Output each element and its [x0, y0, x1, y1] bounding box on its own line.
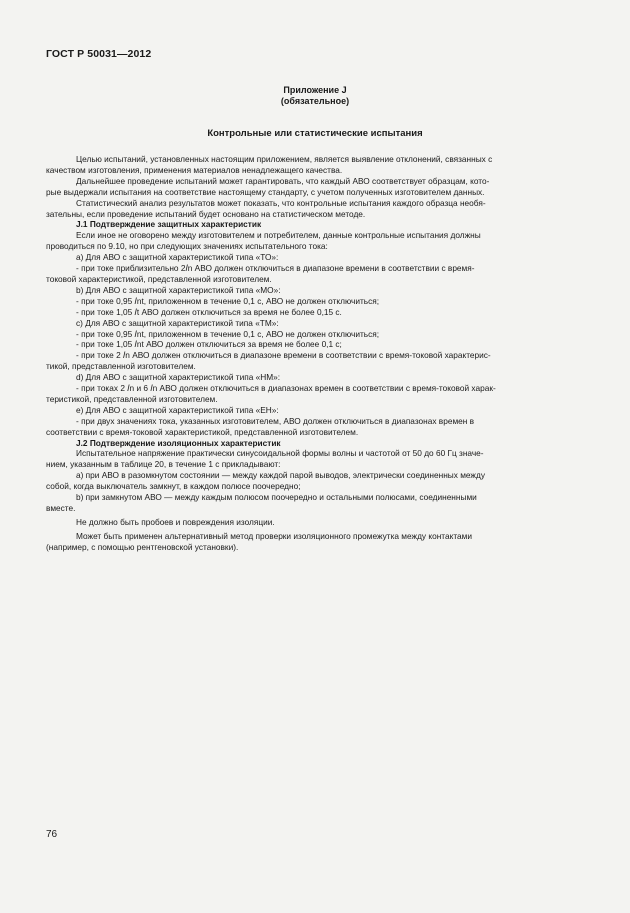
text-line: Может быть применен альтернативный метод проверки изоляционного промежутка между контактами: [76, 530, 472, 541]
subsection-heading: J.2 Подтверждение изоляционных характеристик: [76, 437, 281, 448]
text-line: a) Для АВО с защитной характеристикой типа «ТО»:: [76, 252, 279, 263]
text-line: Статистический анализ результатов может показать, что контрольные испытания каждого образца необя-: [76, 197, 486, 208]
text-line: вместе.: [46, 503, 76, 513]
text-line: проводиться по 9.10, но при следующих значениях испытательного тока:: [46, 241, 328, 252]
text-line: нием, указанным в таблице 20, в течение 1 с прикладывают:: [46, 459, 281, 470]
text-line: Испытательное напряжение практически синусоидальной формы волны и частотой от 50 до 60 Гц значе-: [76, 448, 484, 459]
text-line: b) Для АВО с защитной характеристикой типа «МО»:: [76, 284, 281, 295]
text-line: e) Для АВО с защитной характеристикой типа «ЕН»:: [76, 404, 279, 415]
text-line: зательны, если проведение испытаний будет основано на статистическом методе.: [46, 208, 366, 219]
text-line: Если иное не оговорено между изготовителем и потребителем, данные контрольные испытания должны: [76, 230, 481, 241]
text-line: a) при АВО в разомкнутом состоянии — между каждой парой выводов, электрически соединенных между: [76, 470, 485, 481]
text-line: (например, с помощью рентгеновской установки).: [46, 541, 239, 552]
text-line: тикой, представленной изготовителем.: [46, 361, 196, 372]
text-line: рые выдержали испытания на соответствие настоящему стандарту, с учетом полученных изготовителем данных.: [46, 186, 485, 197]
text-line: - при токе 0,95 𝐼nt, приложенном в течение 0,1 с, АВО не должен отключиться;: [76, 295, 380, 306]
text-line: - при токе 2 𝐼n АВО должен отключиться в диапазоне времени в соответствии с время-токовой характерис-: [76, 350, 491, 361]
standard-header: ГОСТ Р 50031—2012: [46, 48, 152, 60]
text-line: токовой характеристикой, представленной изготовителем.: [46, 273, 272, 284]
text-line: c) Для АВО с защитной характеристикой типа «ТМ»:: [76, 317, 279, 328]
appendix-title: Приложение J: [283, 85, 347, 95]
text-line: - при токе приблизительно 2𝐼n АВО должен отключиться в диапазоне времени в соответствии с время-: [76, 263, 475, 274]
section-title: Контрольные или статистические испытания: [207, 128, 423, 139]
text-line: Дальнейшее проведение испытаний может гарантировать, что каждый АВО соответствует образцам, кото-: [76, 175, 490, 186]
page-number: 76: [46, 829, 58, 840]
text-line: b) при замкнутом АВО — между каждым полюсом поочередно и остальными полюсами, соединенными: [76, 492, 477, 503]
text-line: теристикой, представленной изготовителем.: [46, 393, 218, 404]
text-line: - при двух значениях тока, указанных изготовителем, АВО должен отключиться в диапазонах времен в: [76, 415, 475, 426]
document-body: [46, 154, 584, 553]
text-line: Целью испытаний, установленных настоящим приложением, является выявление отклонений, связанных с: [76, 154, 493, 164]
text-line: - при токе 1,05 𝐼nt АВО должен отключиться за время не более 0,1 с;: [76, 339, 342, 350]
text-line: - при токе 1,05 𝐼t АВО должен отключиться за время не более 0,15 с.: [76, 306, 342, 317]
text-line: качеством изготовления, применения материалов ненадлежащего качества.: [46, 164, 343, 175]
text-line: собой, когда выключатель замкнут, в каждом полюсе поочередно;: [46, 481, 301, 492]
text-line: - при токах 2 𝐼n и 6 𝐼n АВО должен отключиться в диапазонах времен в соответствии с время-токовой харак-: [76, 383, 496, 394]
text-line: - при токе 0,95 𝐼nt, приложенном в течение 0,1 с, АВО не должен отключиться;: [76, 328, 380, 339]
text-line: Не должно быть пробоев и повреждения изоляции.: [76, 516, 275, 527]
text-line: соответствии с время-токовой характеристикой, представленной изготовителем.: [46, 426, 359, 437]
appendix-status: (обязательное): [280, 96, 350, 106]
text-line: d) Для АВО с защитной характеристикой типа «НМ»:: [76, 372, 281, 383]
subsection-heading: J.1 Подтверждение защитных характеристик: [76, 219, 262, 230]
